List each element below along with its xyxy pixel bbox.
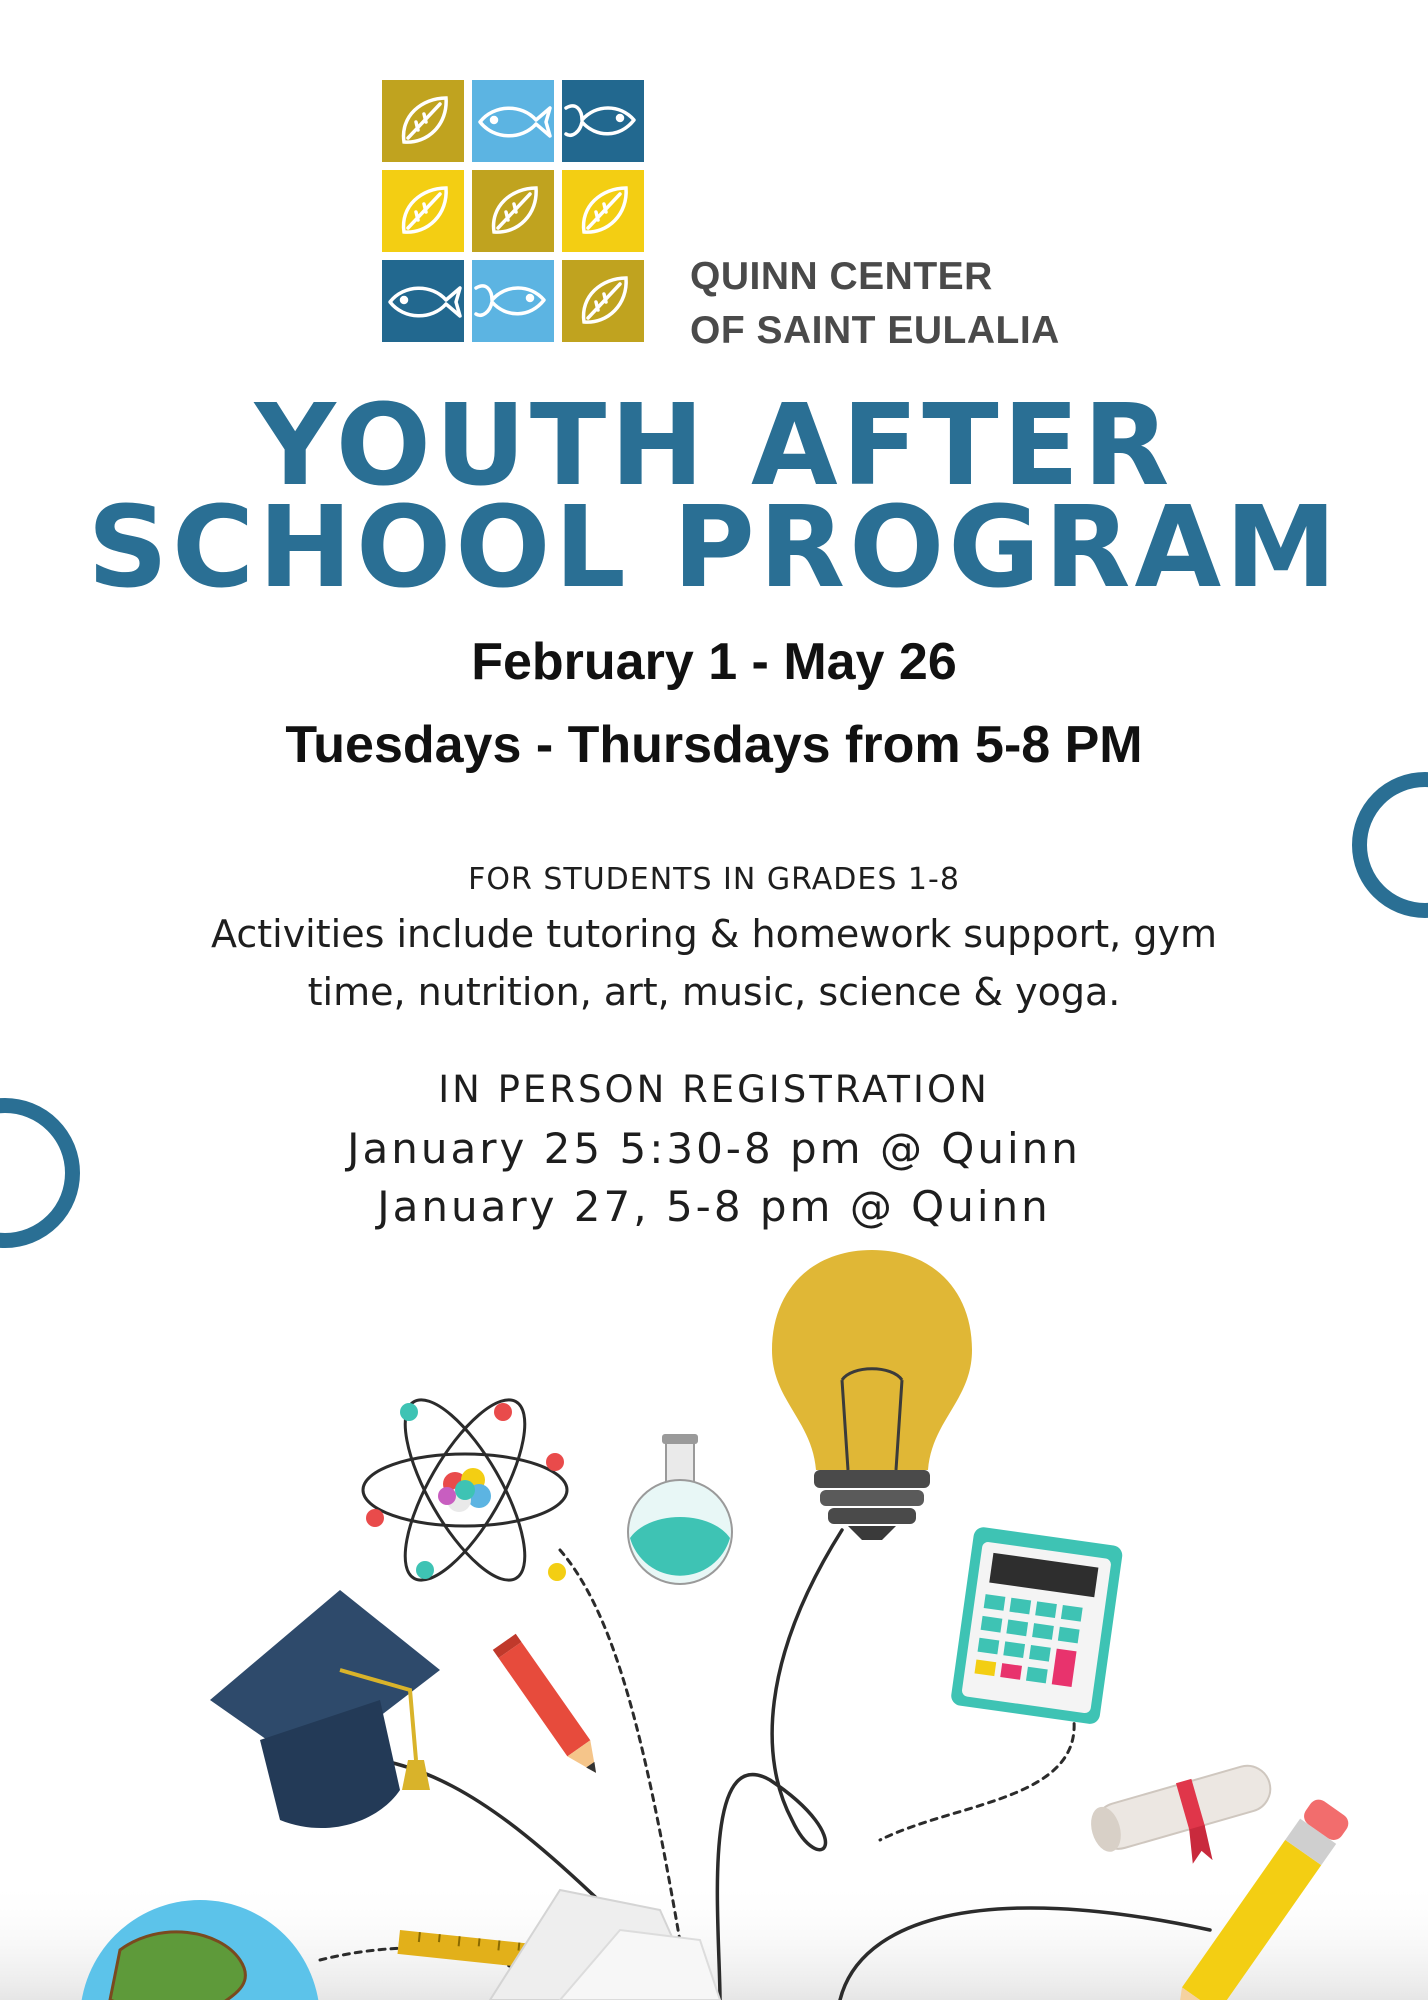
lightbulb-icon bbox=[772, 1250, 972, 1540]
registration-heading: IN PERSON REGISTRATION bbox=[438, 1068, 990, 1111]
diploma-icon bbox=[1086, 1758, 1286, 1889]
program-title-line2: SCHOOL PROGRAM bbox=[87, 483, 1341, 613]
flask-icon bbox=[628, 1434, 732, 1584]
logo-tile-fish bbox=[562, 80, 644, 162]
pencil-icon bbox=[493, 1634, 608, 1781]
logo-tile-fish bbox=[472, 260, 554, 342]
calculator-icon bbox=[950, 1526, 1124, 1725]
atom-icon bbox=[363, 1384, 567, 1597]
logo-tile-leaf bbox=[472, 170, 554, 252]
logo-tile-fish bbox=[382, 260, 464, 342]
grades-text: FOR STUDENTS IN GRADES 1-8 bbox=[468, 862, 960, 897]
program-dates: February 1 - May 26 bbox=[471, 633, 957, 691]
program-title-line1: YOUTH AFTER bbox=[254, 381, 1174, 511]
logo-grid bbox=[382, 80, 644, 342]
program-days: Tuesdays - Thursdays from 5-8 PM bbox=[285, 716, 1143, 774]
logo-tile-leaf bbox=[382, 170, 464, 252]
logo-tile-fish bbox=[472, 80, 554, 162]
organization-name bbox=[690, 250, 1060, 358]
organization-name-line1: QUINN CENTER bbox=[690, 255, 993, 298]
activities-text-line2: time, nutrition, art, music, science & yoga. bbox=[307, 970, 1121, 1014]
registration-session-1: January 25 5:30-8 pm @ Quinn bbox=[347, 1124, 1081, 1173]
logo-tile-leaf bbox=[562, 260, 644, 342]
logo-mark bbox=[382, 80, 644, 342]
graduation-cap-icon bbox=[210, 1590, 440, 1828]
activities-text-line1: Activities include tutoring & homework support, gym bbox=[211, 912, 1217, 956]
organization-name-line2: OF SAINT EULALIA bbox=[690, 309, 1060, 352]
logo-tile-leaf bbox=[562, 170, 644, 252]
education-illustration bbox=[0, 1240, 1428, 2000]
registration-session-2: January 27, 5-8 pm @ Quinn bbox=[377, 1182, 1051, 1231]
logo-tile-leaf bbox=[382, 80, 464, 162]
